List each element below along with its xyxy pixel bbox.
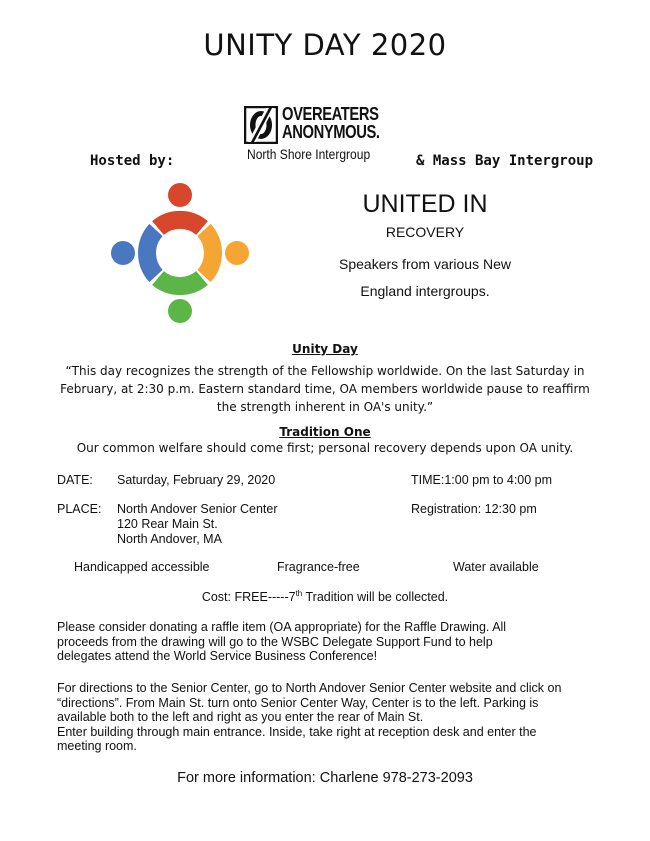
directions-line5: meeting room. (57, 739, 137, 753)
quote-line3: the strength inherent in OA's unity.” (216, 400, 434, 414)
logo-text-line1: OVEREATERS (282, 104, 379, 124)
place-line2: 120 Rear Main St. (117, 517, 218, 531)
tradition-one-text: Our common welfare should come first; personal recovery depends upon OA unity. (76, 441, 574, 455)
quote-line2: February, at 2:30 p.m. Eastern standard time, OA members worldwide pause to reaffirm (60, 382, 590, 396)
contact-info: For more information: Charlene 978-273-2093 (177, 770, 473, 786)
co-host-label: & Mass Bay Intergroup (416, 153, 594, 169)
tradition-one-heading: Tradition One (279, 425, 371, 439)
speakers-text (305, 251, 545, 305)
logo-text-line2: ANONYMOUS. (282, 122, 380, 142)
cost-prefix: Cost: FREE-----7 (201, 590, 296, 605)
speakers-line2: England intergroups. (360, 283, 490, 299)
raffle-line3: delegates attend the World Service Business Conference! (57, 649, 378, 663)
directions-line3: available both to the left and right as you enter the rear of Main St. (57, 710, 424, 724)
directions-line2: “directions”. From Main St. turn onto Senior Center Way, Center is to the left. Parking is (57, 695, 539, 710)
registration-time: Registration: 12:30 pm (411, 502, 537, 516)
unity-day-quote (40, 362, 610, 416)
quote-line1: “This day recognizes the strength of the Fellowship worldwide. On the last Saturday in (65, 364, 585, 378)
feature-fragrance-free: Fragrance-free (277, 560, 360, 574)
raffle-paragraph (57, 620, 602, 664)
directions-line4: Enter building through main entrance. Inside, take right at reception desk and enter the (57, 724, 537, 739)
oa-logo (242, 104, 402, 164)
place-label: PLACE: (57, 502, 102, 516)
directions-line1: For directions to the Senior Center, go to North Andover Senior Center website and click on (57, 681, 562, 695)
recovery-label: RECOVERY (385, 224, 465, 240)
date-value: Saturday, February 29, 2020 (117, 473, 276, 487)
cost-suffix: Tradition will be collected. (302, 590, 449, 605)
united-in-heading: UNITED IN (362, 190, 488, 218)
hosted-by-label: Hosted by: (90, 153, 175, 169)
raffle-line2: proceeds from the drawing will go to the WSBC Delegate Support Fund to help (57, 634, 493, 649)
cost-line (0, 589, 650, 604)
unity-people-icon (110, 182, 250, 324)
cost-superscript: th (295, 589, 303, 598)
time-value: TIME:1:00 pm to 4:00 pm (411, 473, 553, 487)
page-title: UNITY DAY 2020 (203, 28, 447, 62)
place-line1: North Andover Senior Center (117, 502, 278, 516)
raffle-line1: Please consider donating a raffle item (OA appropriate) for the Raffle Drawing. All (57, 620, 507, 634)
unity-day-heading: Unity Day (292, 342, 358, 356)
speakers-line1: Speakers from various New (339, 256, 511, 272)
place-address (117, 502, 278, 547)
feature-accessible: Handicapped accessible (74, 560, 210, 574)
logo-text-line3: North Shore Intergroup (247, 146, 371, 162)
place-line3: North Andover, MA (117, 532, 222, 546)
date-label: DATE: (57, 473, 93, 487)
oa-logo-icon (244, 106, 278, 144)
feature-water: Water available (453, 560, 539, 574)
directions-paragraph (57, 681, 602, 754)
